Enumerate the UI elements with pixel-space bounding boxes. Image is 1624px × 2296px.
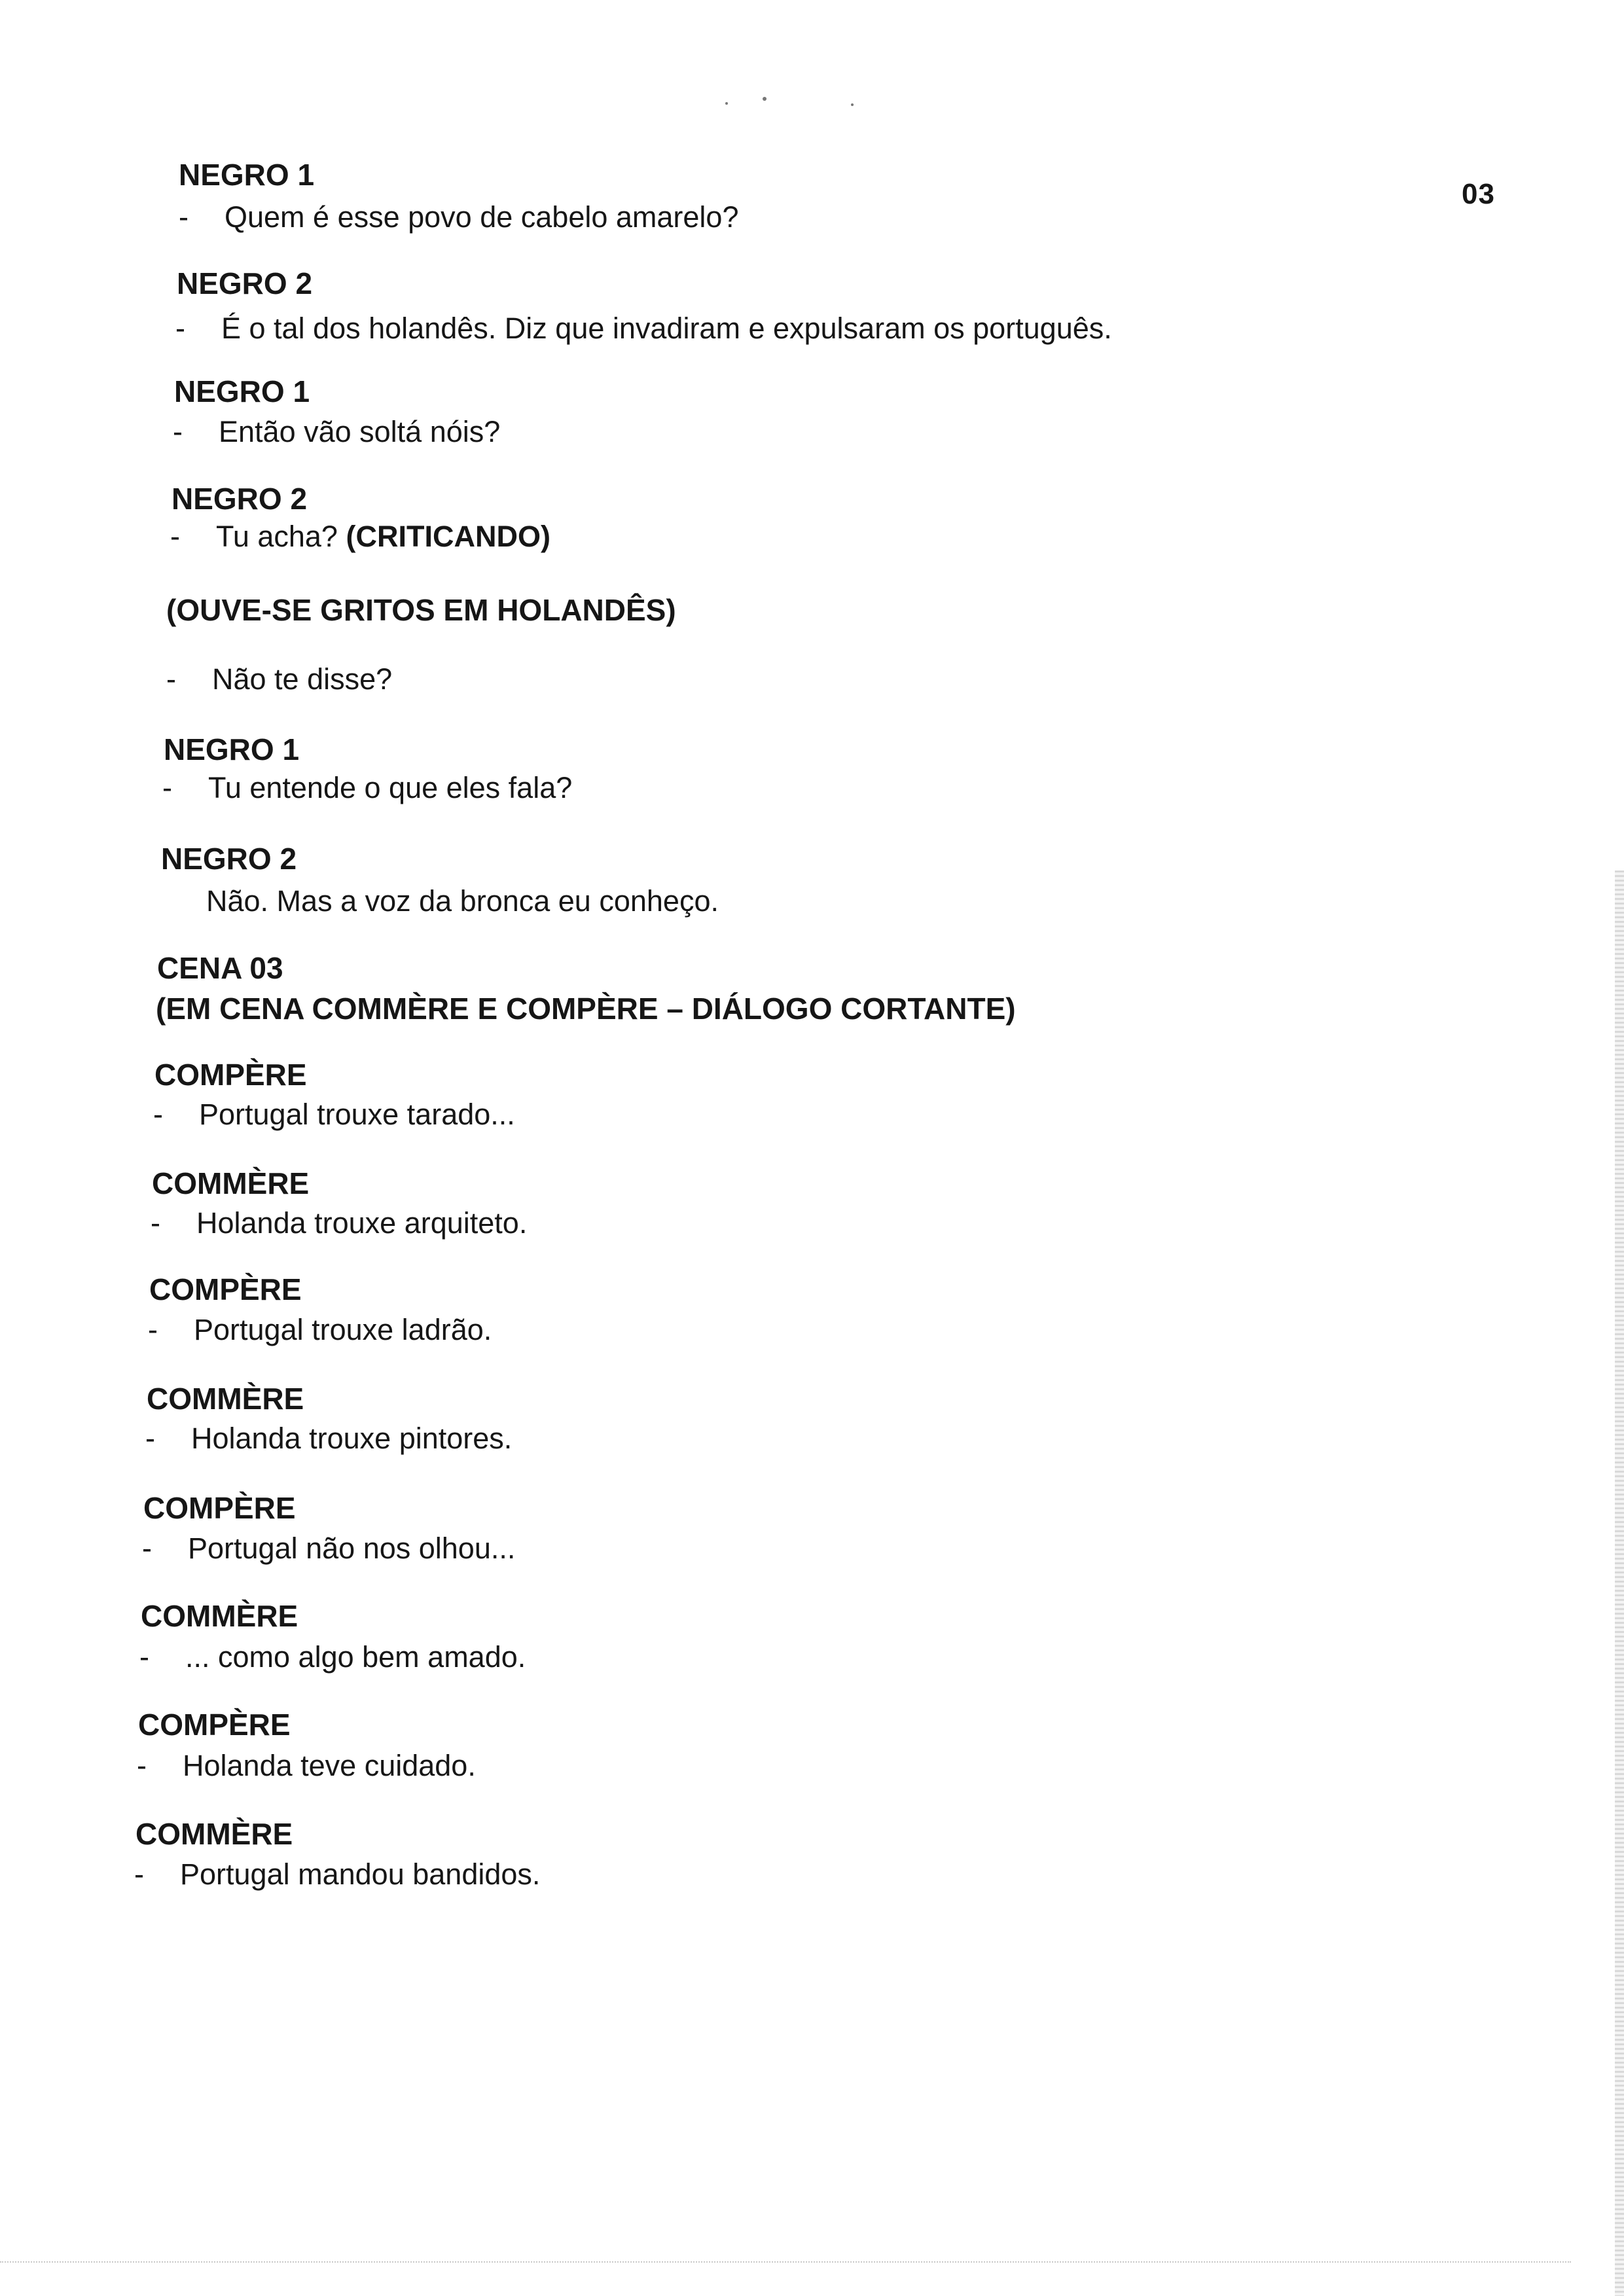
dialogue-dash: - <box>173 415 183 448</box>
dialogue-line <box>151 1206 527 1240</box>
stage-direction: (EM CENA COMMÈRE E COMPÈRE – DIÁLOGO CORTANTE) <box>156 992 1016 1026</box>
speaker-name: COMPÈRE <box>154 1058 307 1092</box>
speaker-name: COMMÈRE <box>141 1599 298 1633</box>
dialogue-dash: - <box>166 662 176 696</box>
dialogue-line <box>170 520 550 554</box>
dialogue-text: Portugal trouxe tarado... <box>199 1098 515 1131</box>
dialogue-dash: - <box>137 1749 147 1782</box>
dialogue-text: Não te disse? <box>212 662 393 696</box>
scan-speck <box>851 103 854 106</box>
dialogue-text: Tu entende o que eles fala? <box>208 771 573 804</box>
speaker-name: NEGRO 2 <box>161 842 297 876</box>
dialogue-line <box>145 1422 512 1456</box>
dialogue-dash: - <box>134 1857 144 1891</box>
page-number: 03 <box>1462 178 1495 210</box>
dialogue-dash: - <box>145 1422 155 1455</box>
dialogue-text: Quem é esse povo de cabelo amarelo? <box>225 200 739 234</box>
speaker-name: NEGRO 2 <box>171 482 308 516</box>
dialogue-line <box>206 884 719 918</box>
dialogue-dash: - <box>148 1313 158 1346</box>
dialogue-dash: - <box>153 1098 163 1131</box>
speaker-name: COMPÈRE <box>138 1708 291 1742</box>
dialogue-line <box>148 1313 492 1347</box>
scan-speck <box>725 102 728 105</box>
speaker-name: COMPÈRE <box>143 1491 296 1525</box>
speaker-name: COMMÈRE <box>135 1817 293 1851</box>
stage-direction: (OUVE-SE GRITOS EM HOLANDÊS) <box>166 593 676 627</box>
scan-speck <box>763 97 767 101</box>
speaker-name: NEGRO 1 <box>179 158 315 192</box>
dialogue-line <box>153 1098 515 1132</box>
dialogue-text: Portugal trouxe ladrão. <box>194 1313 492 1346</box>
dialogue-line <box>134 1857 540 1892</box>
dialogue-line <box>166 662 392 696</box>
scene-heading: CENA 03 <box>157 951 283 985</box>
scan-bottom-artifact <box>0 2261 1571 2264</box>
speaker-name: COMMÈRE <box>152 1166 310 1200</box>
dialogue-text: Holanda teve cuidado. <box>183 1749 476 1782</box>
dialogue-text: Holanda trouxe pintores. <box>191 1422 513 1455</box>
dialogue-dash: - <box>139 1640 149 1674</box>
dialogue-dash: - <box>142 1532 152 1565</box>
dialogue-line <box>162 771 572 805</box>
dialogue-dash: - <box>151 1206 160 1240</box>
dialogue-line <box>142 1532 515 1566</box>
dialogue-dash: - <box>175 312 185 345</box>
dialogue-line <box>175 312 1112 346</box>
dialogue-line <box>139 1640 526 1674</box>
dialogue-text: Tu acha? <box>216 520 338 553</box>
dialogue-text: Então vão soltá nóis? <box>219 415 501 448</box>
speaker-name: NEGRO 1 <box>174 374 310 408</box>
dialogue-text: Portugal mandou bandidos. <box>180 1857 541 1891</box>
dialogue-line <box>173 415 500 449</box>
speaker-name: COMMÈRE <box>147 1382 304 1416</box>
speaker-name: NEGRO 2 <box>177 266 313 300</box>
dialogue-dash: - <box>170 520 180 553</box>
dialogue-text: Não. Mas a voz da bronca eu conheço. <box>206 884 719 918</box>
dialogue-line <box>137 1749 476 1783</box>
dialogue-dash: - <box>162 771 172 804</box>
scan-edge-artifact <box>1615 870 1624 2296</box>
dialogue-dash: - <box>179 200 189 234</box>
speaker-name: NEGRO 1 <box>164 732 300 766</box>
dialogue-line <box>179 200 738 234</box>
stage-direction-inline: (CRITICANDO) <box>346 520 550 553</box>
speaker-name: COMPÈRE <box>149 1272 302 1306</box>
dialogue-text: Holanda trouxe arquiteto. <box>196 1206 528 1240</box>
dialogue-text: ... como algo bem amado. <box>185 1640 526 1674</box>
dialogue-text: Portugal não nos olhou... <box>188 1532 516 1565</box>
dialogue-text: É o tal dos holandês. Diz que invadiram e expulsaram os português. <box>221 312 1112 345</box>
